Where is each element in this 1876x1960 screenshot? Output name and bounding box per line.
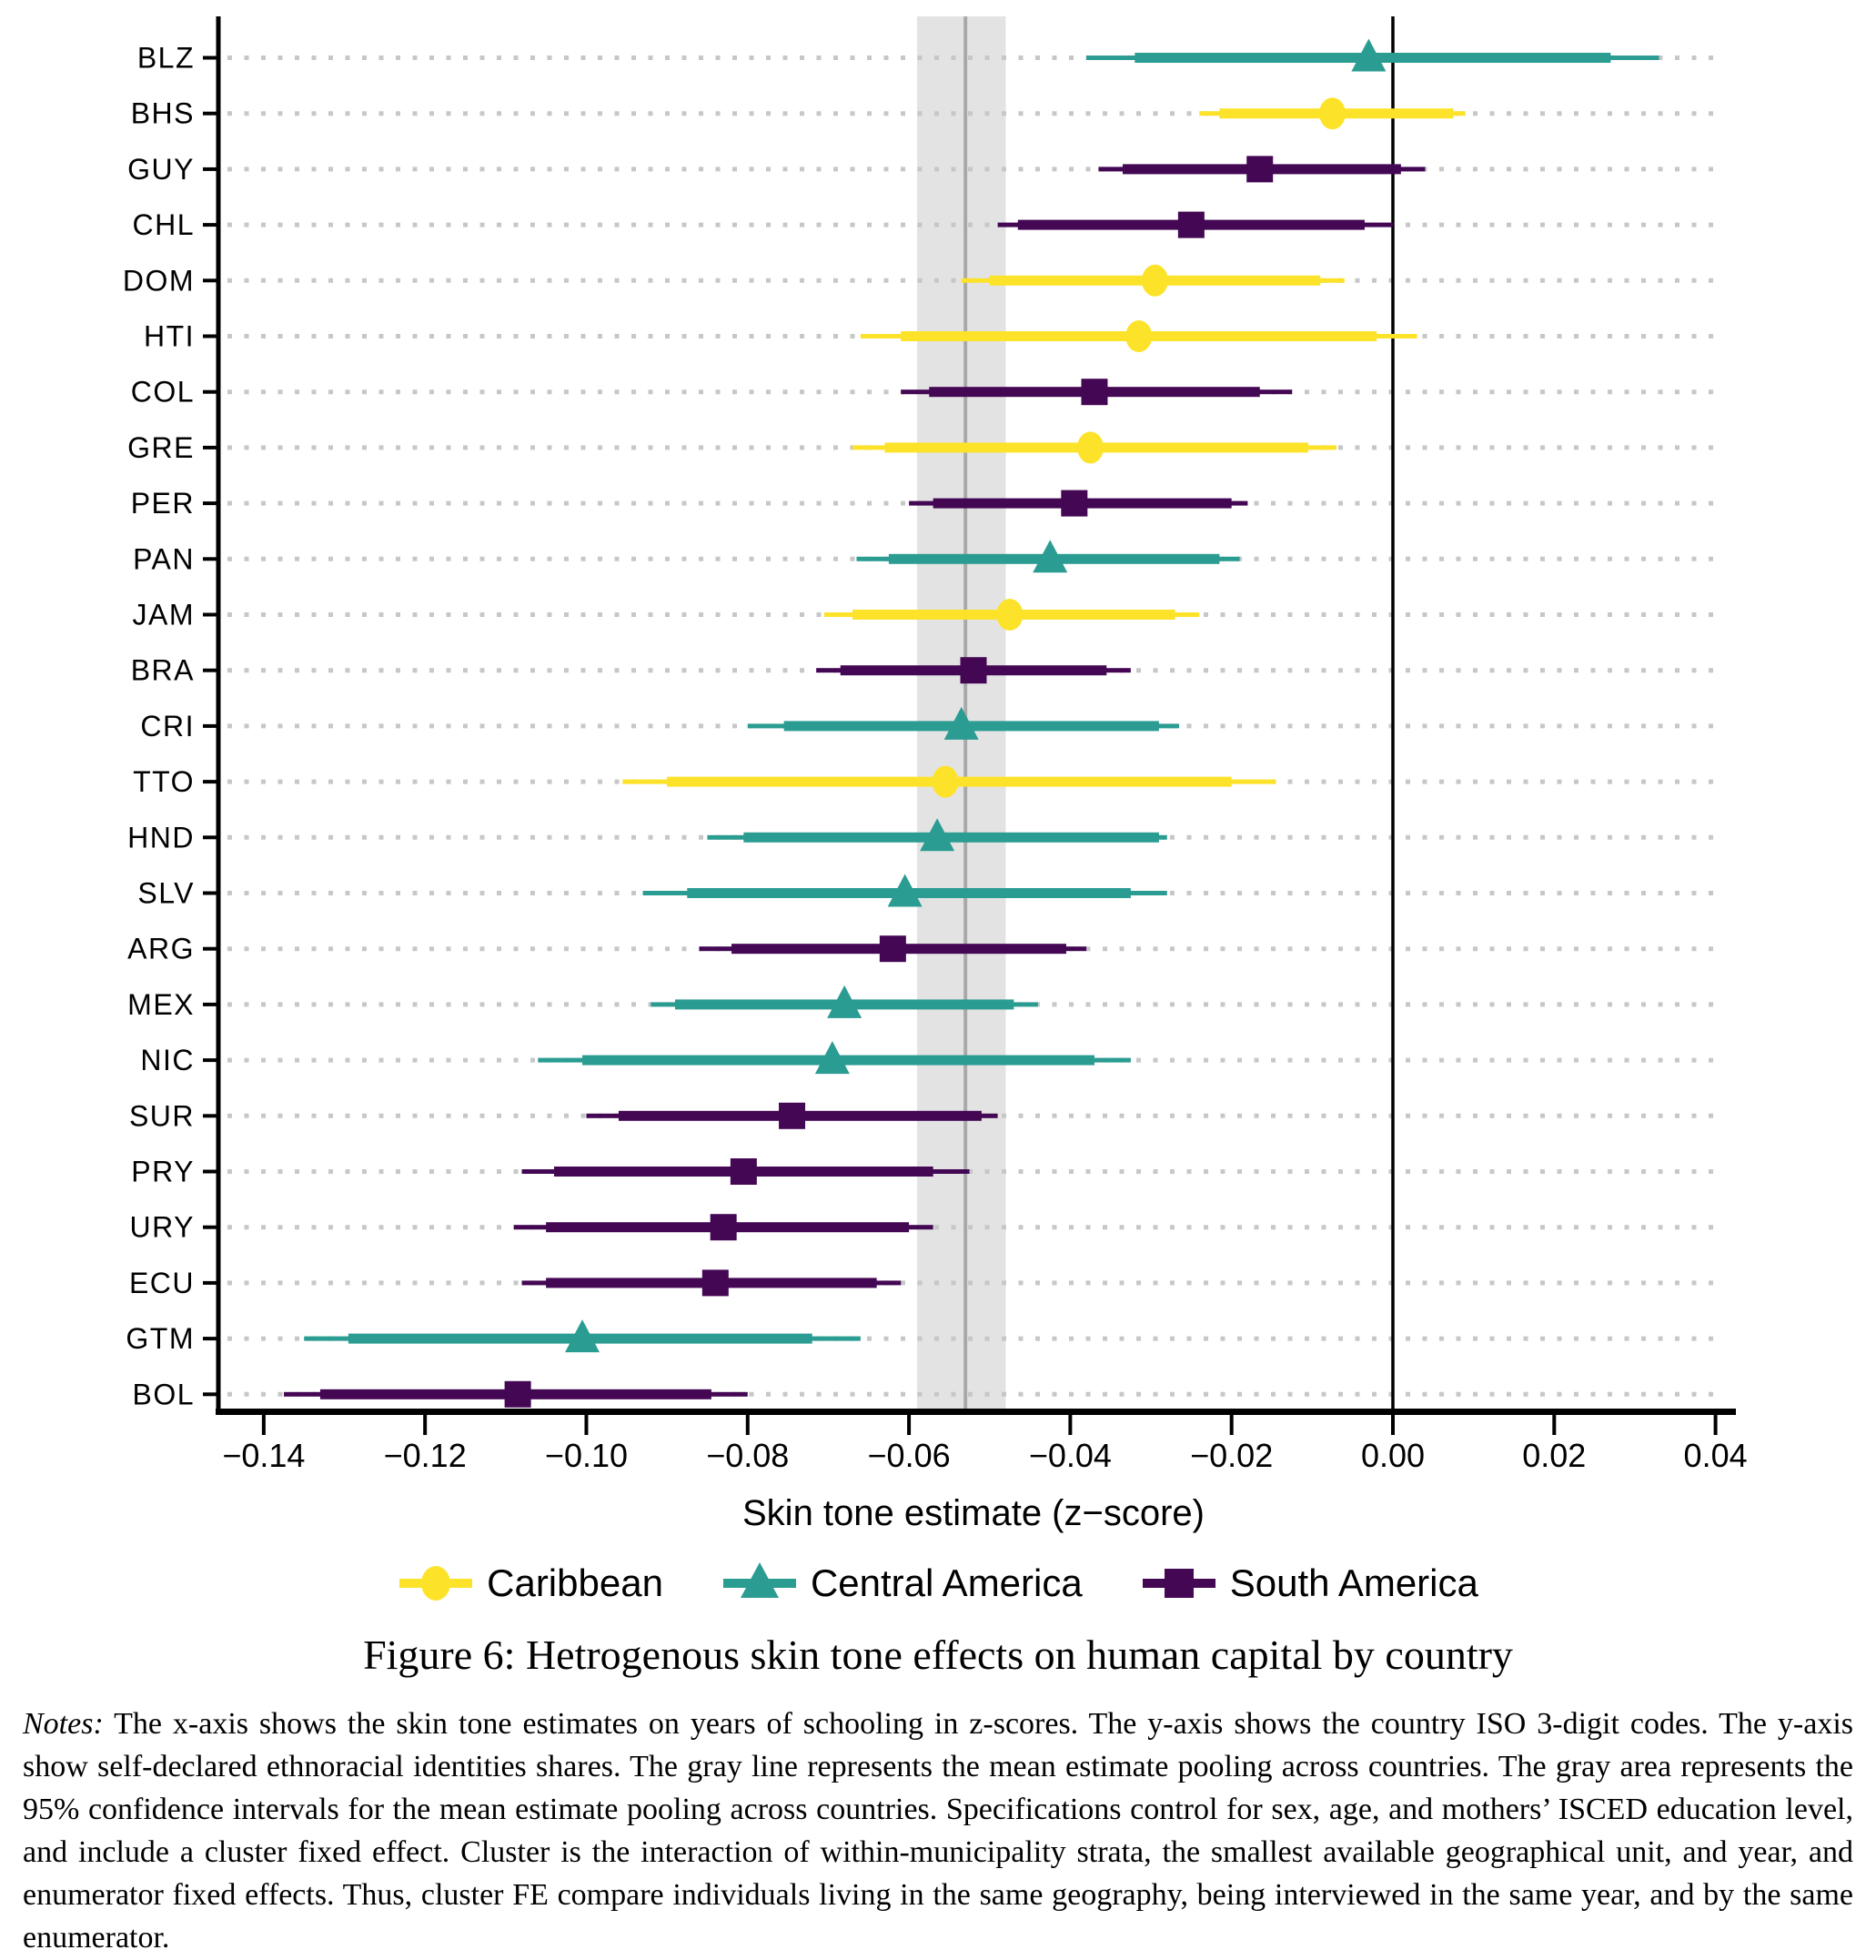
x-tick-label-−0.10: −0.10 — [544, 1437, 629, 1474]
row-SUR-marker — [779, 1103, 805, 1129]
y-tick-label-HTI: HTI — [143, 319, 195, 353]
row-BOL-marker — [505, 1381, 531, 1408]
y-tick-label-BOL: BOL — [132, 1378, 195, 1411]
y-tick-label-PRY: PRY — [131, 1155, 195, 1188]
y-tick-label-NIC: NIC — [140, 1044, 195, 1077]
legend-label-caribbean: Caribbean — [487, 1561, 663, 1604]
y-tick-label-BRA: BRA — [130, 653, 195, 687]
y-tick-label-CRI: CRI — [140, 709, 195, 743]
y-tick-label-GTM: GTM — [126, 1322, 195, 1356]
y-tick-label-PAN: PAN — [133, 542, 195, 576]
figure-caption: Figure 6: Hetrogenous skin tone effects on human capital by country — [363, 1632, 1513, 1678]
row-BRA-marker — [961, 657, 987, 683]
y-tick-label-URY: URY — [129, 1210, 195, 1244]
row-HND-ci-thick — [743, 833, 1159, 843]
row-PER-marker — [1061, 490, 1087, 517]
row-GRE-marker — [1077, 431, 1104, 463]
row-JAM-marker — [996, 599, 1023, 631]
legend-label-south-america: South America — [1229, 1561, 1478, 1604]
notes-body: The x-axis shows the skin tone estimates on years of schooling in z-scores. The y-axis shows the country ISO 3-digit codes. The y-axis show self-declared ethnoracial identities shares. The gray line represents the mean estimate pooling across countries. The gray area represents the 95% confidence intervals for the mean estimate pooling across countries. Specifications control for sex, age, and mothers’ ISCED education level, and include a cluster fixed effect. Cluster is the interaction of within-municipality strata, the smallest available geographical unit, and year, and enumerator fixed effects. Thus, cluster FE compare individuals living in the same geography, being interviewed in the same year, and by the same enumerator. — [23, 1707, 1853, 1955]
notes-label: Notes: — [23, 1707, 104, 1741]
y-tick-label-SLV: SLV — [137, 876, 195, 910]
row-URY-marker — [711, 1214, 737, 1240]
y-tick-label-BLZ: BLZ — [136, 41, 195, 75]
y-tick-label-JAM: JAM — [132, 598, 195, 631]
legend-south-america-square-icon — [1141, 1554, 1217, 1612]
figure-notes — [23, 1702, 1853, 1959]
row-TTO-marker — [932, 766, 958, 798]
y-tick-label-TTO: TTO — [133, 765, 195, 799]
y-tick-label-BHS: BHS — [130, 96, 195, 130]
x-tick-label-0.00: 0.00 — [1360, 1437, 1426, 1474]
y-tick-label-DOM: DOM — [122, 264, 195, 298]
row-DOM-marker — [1142, 265, 1168, 297]
y-tick-label-CHL: CHL — [132, 208, 195, 242]
x-tick-label-−0.08: −0.08 — [706, 1437, 790, 1474]
legend-item-caribbean — [398, 1554, 663, 1612]
y-tick-label-ECU: ECU — [128, 1266, 195, 1299]
chart-legend — [0, 1554, 1876, 1612]
x-tick-label-−0.04: −0.04 — [1028, 1437, 1112, 1474]
row-PRY-marker — [731, 1158, 757, 1185]
legend-glyph-part — [1165, 1569, 1194, 1598]
y-tick-label-GUY: GUY — [127, 152, 195, 186]
x-tick-label-0.04: 0.04 — [1683, 1437, 1748, 1474]
y-tick-label-GRE: GRE — [127, 430, 195, 464]
y-tick-label-HND: HND — [127, 821, 195, 854]
row-ARG-marker — [880, 935, 906, 962]
legend-label-central-america: Central America — [810, 1561, 1083, 1604]
y-tick-label-ARG: ARG — [127, 932, 195, 965]
x-tick-label-−0.02: −0.02 — [1190, 1437, 1274, 1474]
row-CHL-marker — [1178, 212, 1205, 238]
x-axis-title: Skin tone estimate (z−score) — [742, 1493, 1205, 1533]
legend-caribbean-circle-icon — [398, 1554, 474, 1612]
x-tick-label-−0.06: −0.06 — [867, 1437, 951, 1474]
legend-item-central-america — [721, 1554, 1083, 1612]
row-HTI-marker — [1125, 320, 1152, 352]
x-tick-label-0.02: 0.02 — [1522, 1437, 1587, 1474]
row-ECU-marker — [702, 1269, 729, 1296]
y-tick-label-COL: COL — [130, 375, 195, 409]
y-tick-label-SUR: SUR — [128, 1099, 195, 1133]
legend-central-america-triangle-icon — [721, 1554, 798, 1612]
legend-item-south-america — [1141, 1554, 1478, 1612]
row-GUY-marker — [1246, 156, 1273, 182]
legend-glyph-part — [421, 1566, 450, 1601]
x-tick-label-−0.14: −0.14 — [222, 1437, 306, 1474]
row-COL-marker — [1081, 379, 1107, 405]
y-tick-label-MEX: MEX — [127, 987, 195, 1021]
y-tick-label-PER: PER — [130, 487, 195, 520]
row-BHS-marker — [1319, 97, 1346, 129]
x-tick-label-−0.12: −0.12 — [383, 1437, 467, 1474]
